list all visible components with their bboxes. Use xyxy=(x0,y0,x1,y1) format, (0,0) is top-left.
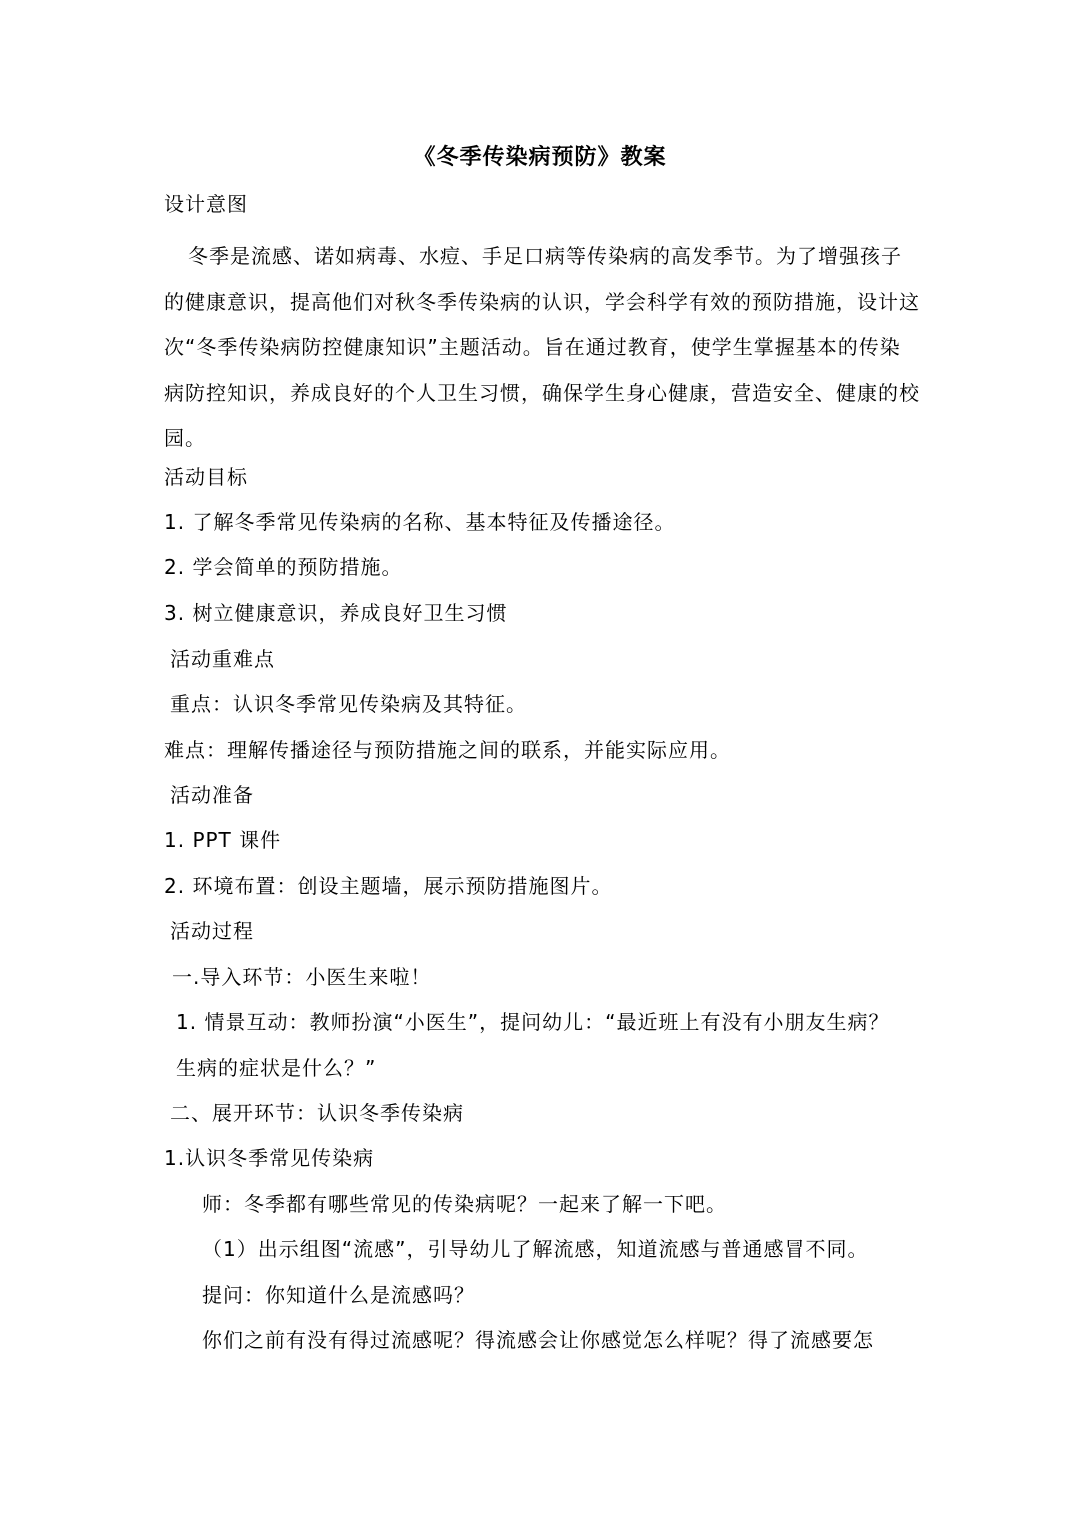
design-intent-heading: 设计意图 xyxy=(164,192,248,216)
preparation-item-2: 2. 环境布置：创设主题墙，展示预防措施图片。 xyxy=(164,874,613,898)
preparation-heading: 活动准备 xyxy=(170,783,254,807)
goals-heading: 活动目标 xyxy=(164,465,248,489)
preparation-item-1: 1. PPT 课件 xyxy=(164,828,282,852)
goal-item-3: 3. 树立健康意识，养成良好卫生习惯 xyxy=(164,601,508,625)
intro-heading: 一.导入环节：小医生来啦！ xyxy=(172,965,432,989)
goal-item-1: 1. 了解冬季常见传染病的名称、基本特征及传播途径。 xyxy=(164,510,676,534)
intro-item-line-1: 1. 情景互动：教师扮演“小医生”，提问幼儿：“最近班上有没有小朋友生病？ xyxy=(176,1010,890,1034)
question-line: 提问：你知道什么是流感吗？ xyxy=(202,1283,475,1307)
key-points-heading: 活动重难点 xyxy=(170,647,275,671)
intro-item-line-2: 生病的症状是什么？” xyxy=(176,1056,377,1080)
process-heading: 活动过程 xyxy=(170,919,254,943)
document-title: 《冬季传染病预防》教案 xyxy=(413,145,667,170)
expand-subheading: 1.认识冬季常见传染病 xyxy=(164,1146,375,1170)
teacher-line: 师：冬季都有哪些常见的传染病呢？一起来了解一下吧。 xyxy=(202,1192,727,1216)
key-point: 重点：认识冬季常见传染病及其特征。 xyxy=(170,692,527,716)
expand-heading: 二、展开环节：认识冬季传染病 xyxy=(170,1101,464,1125)
goal-item-2: 2. 学会简单的预防措施。 xyxy=(164,555,403,579)
design-intent-paragraph: 冬季是流感、诺如病毒、水痘、手足口病等传染病的高发季节。为了增强孩子的健康意识，提高他们对秋冬季传染病的认识，学会科学有效的预防措施，设计这次“冬季传染病防控健康知识”主题活动。旨在通过教育，使学生掌握基本的传染病防控知识，养成良好的个人卫生习惯，确保学生身心健康，营造安全、健康的校园。 xyxy=(164,244,920,450)
followup-line: 你们之前有没有得过流感呢？得流感会让你感觉怎么样呢？得了流感要怎 xyxy=(202,1328,874,1352)
difficulty-point: 难点：理解传播途径与预防措施之间的联系，并能实际应用。 xyxy=(164,738,731,762)
step-1: （1）出示组图“流感”，引导幼儿了解流感，知道流感与普通感冒不同。 xyxy=(202,1237,869,1261)
